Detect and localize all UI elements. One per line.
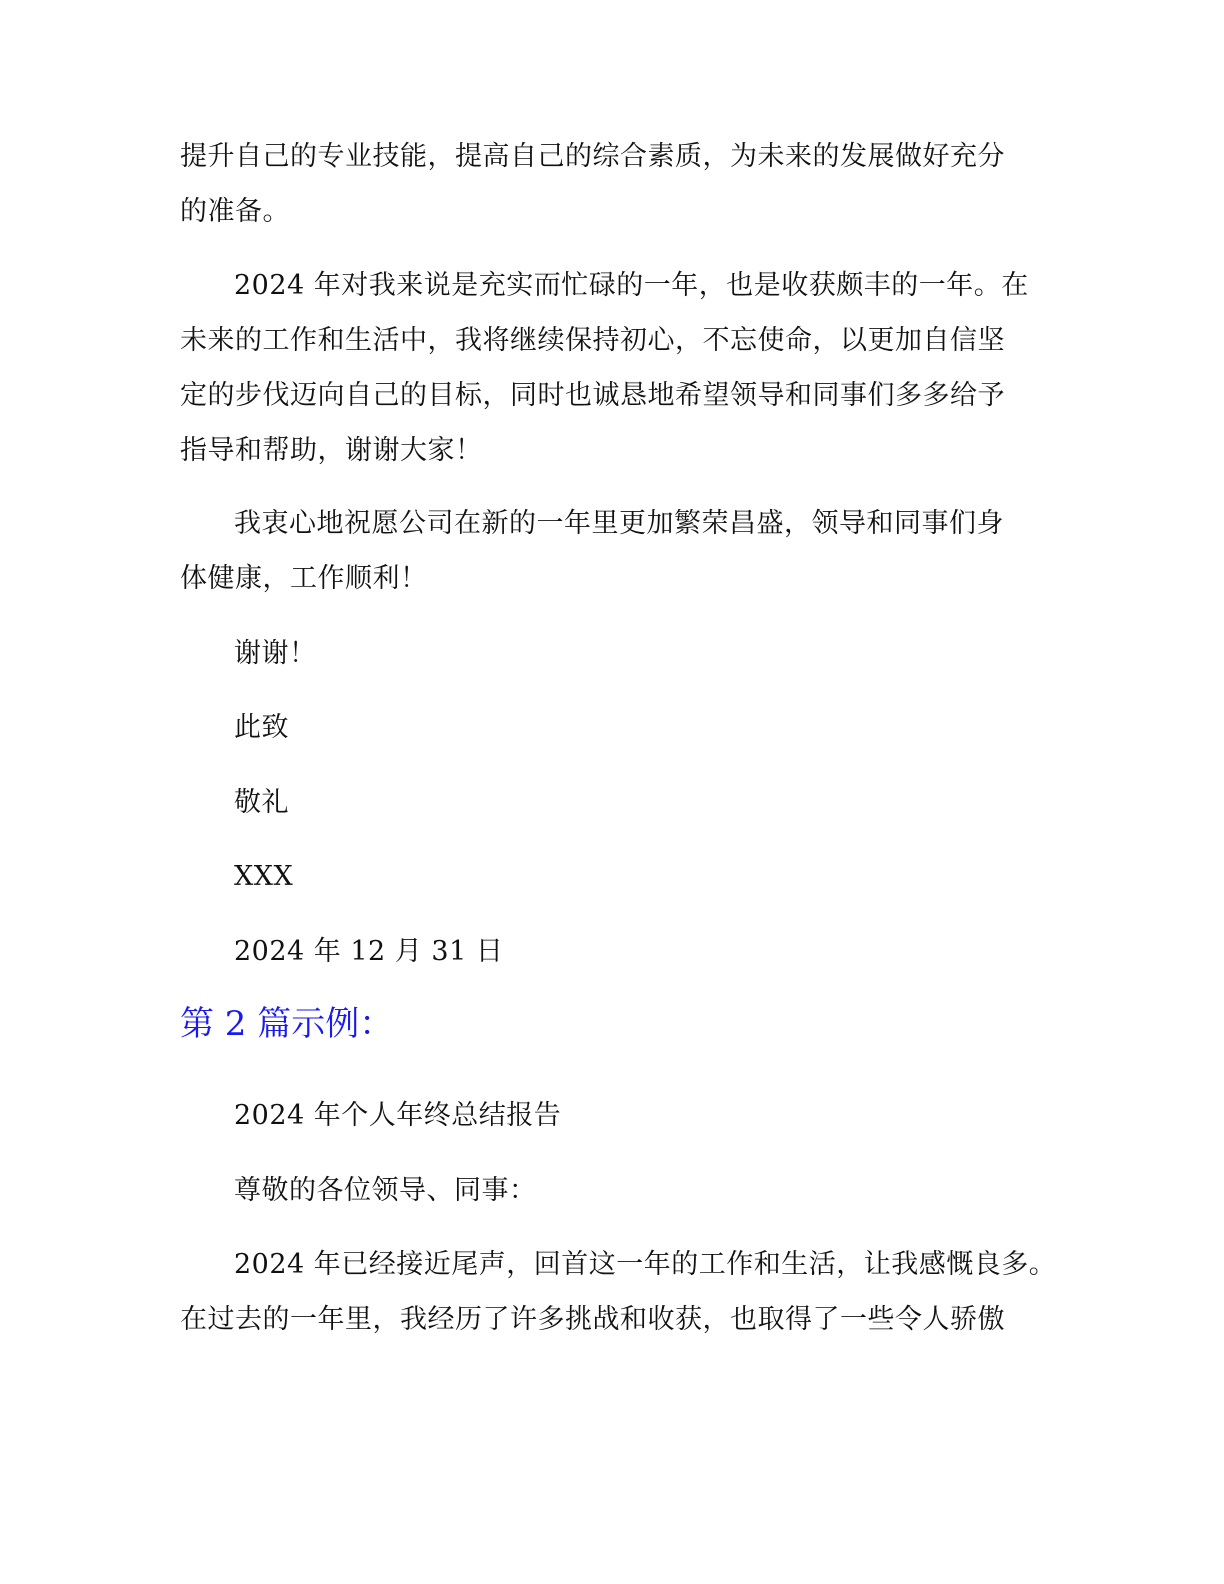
closing-line: 敬礼 — [234, 787, 289, 818]
closing-line: 谢谢！ — [234, 638, 317, 669]
paragraph-line: 提升自己的专业技能，提高自己的综合素质，为未来的发展做好充分 — [180, 141, 1005, 172]
salutation: 尊敬的各位领导、同事： — [234, 1175, 537, 1206]
paragraph-line: 指导和帮助，谢谢大家！ — [180, 435, 483, 466]
paragraph-line: 2024 年对我来说是充实而忙碌的一年，也是收获颇丰的一年。在 — [234, 270, 1029, 301]
paragraph-line: 体健康，工作顺利！ — [180, 563, 428, 594]
section-heading: 第 2 篇示例： — [180, 1004, 394, 1044]
signature-name: XXX — [234, 861, 294, 892]
paragraph-line: 在过去的一年里，我经历了许多挑战和收获，也取得了一些令人骄傲 — [180, 1304, 1005, 1335]
signature-date: 2024 年 12 月 31 日 — [234, 936, 504, 967]
paragraph-line: 未来的工作和生活中，我将继续保持初心，不忘使命，以更加自信坚 — [180, 325, 1005, 356]
paragraph-line: 我衷心地祝愿公司在新的一年里更加繁荣昌盛，领导和同事们身 — [234, 508, 1004, 539]
closing-line: 此致 — [234, 712, 289, 743]
paragraph-line: 的准备。 — [180, 196, 290, 227]
paragraph-line: 2024 年已经接近尾声，回首这一年的工作和生活，让我感慨良多。 — [234, 1249, 1057, 1280]
report-title: 2024 年个人年终总结报告 — [234, 1100, 562, 1131]
paragraph-line: 定的步伐迈向自己的目标，同时也诚恳地希望领导和同事们多多给予 — [180, 380, 1005, 411]
